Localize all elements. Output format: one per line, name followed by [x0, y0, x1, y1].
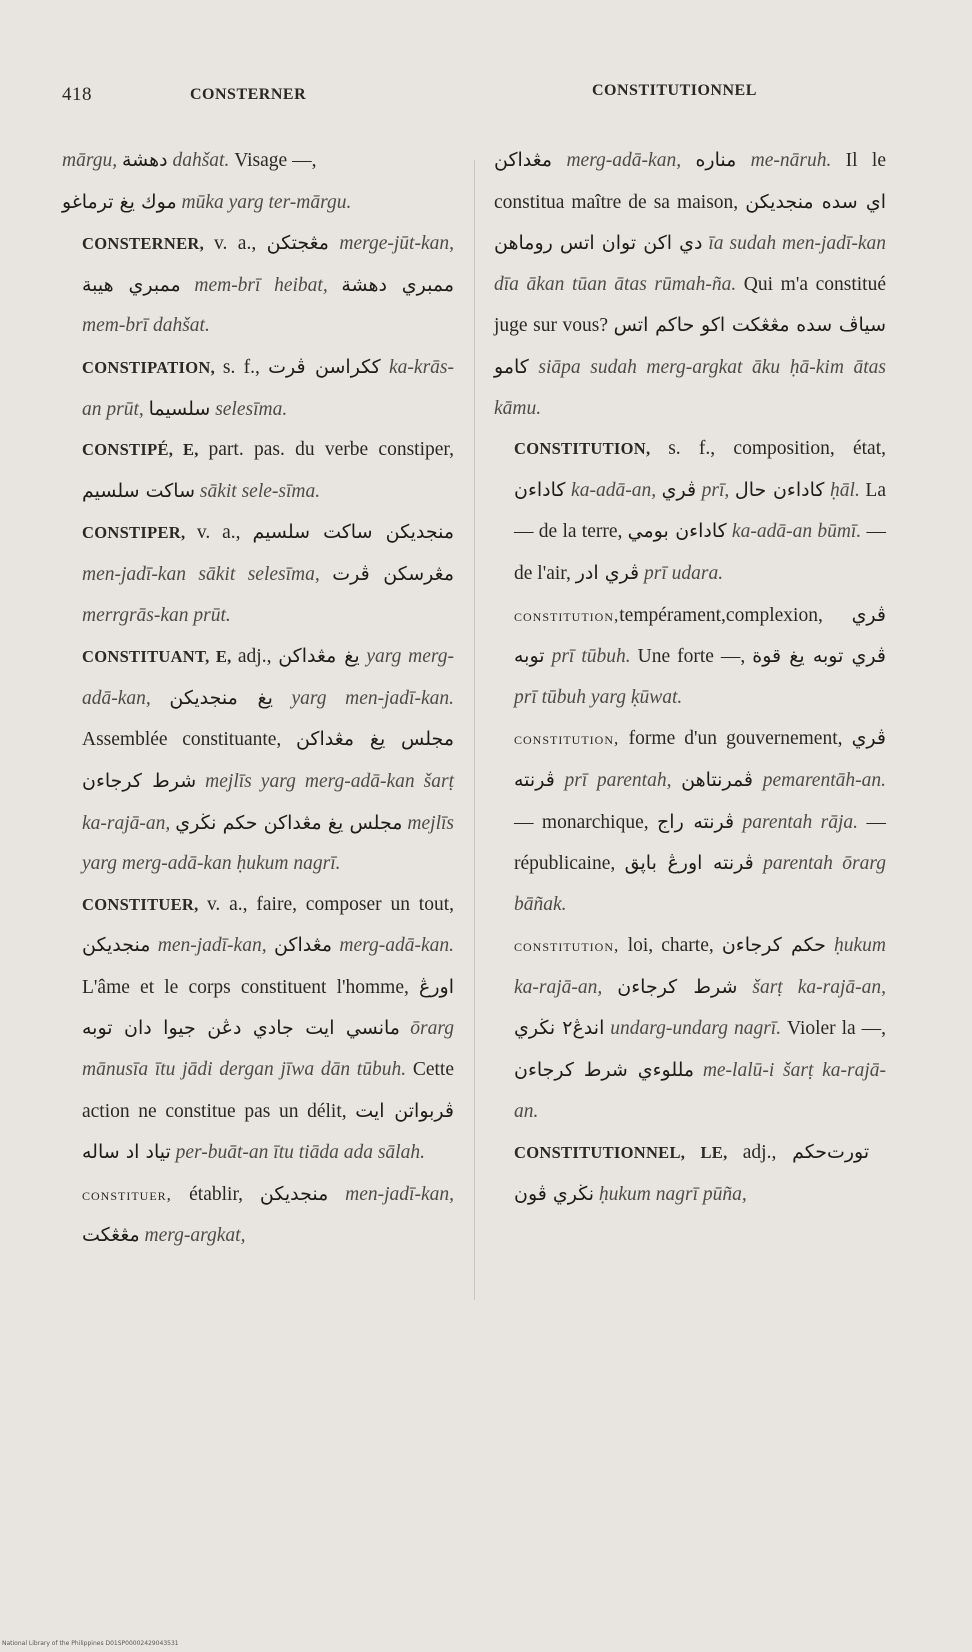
- definition-text: Qui m'a constitué juge sur vous?: [494, 273, 886, 337]
- headword: CONSTERNER,: [82, 234, 215, 254]
- transliteration: merge-jūt-kan,: [328, 233, 454, 255]
- arabic-script: سلسيما: [148, 397, 211, 420]
- page-number: 418: [62, 84, 92, 105]
- arabic-script: شرط كرجاءن: [617, 975, 738, 998]
- transliteration: parentah rāja.: [734, 811, 867, 833]
- transliteration: prī tūbuh.: [544, 646, 638, 668]
- transliteration: mūka yarg ter-mārgu.: [176, 191, 352, 213]
- definition-text: adj.,: [742, 1142, 793, 1164]
- headword: CONSTITUTION,: [514, 439, 669, 459]
- transliteration: men-jadī-kan,: [328, 1183, 455, 1205]
- transliteration: prī parentah,: [554, 769, 682, 791]
- transliteration: prī udara.: [639, 562, 724, 584]
- definition-text: v. a.,: [214, 233, 267, 255]
- arabic-script: حكم كرجاءن: [721, 934, 826, 957]
- dictionary-entry: [494, 429, 886, 594]
- dictionary-entry: [62, 182, 454, 224]
- transliteration: parentah ōrarg bāñak.: [514, 853, 886, 915]
- dictionary-entry: [494, 140, 886, 429]
- arabic-script: ككراسن ڤرت: [268, 355, 381, 378]
- column-divider: [474, 160, 475, 1300]
- headword: CONSTITUER,: [82, 894, 207, 914]
- transliteration: ka-krās-an prūt,: [82, 356, 454, 420]
- right-column: [494, 140, 886, 1215]
- arabic-script: موك يغ ترماغو: [62, 190, 177, 213]
- definition-text: Il le constitua maître de sa maison,: [494, 150, 887, 213]
- definition-text: La — de la terre,: [514, 479, 886, 543]
- definition-text: forme d'un gouvernement,: [628, 728, 852, 750]
- transliteration: selesīma.: [210, 398, 288, 420]
- transliteration: ḥukum ka-rajā-an,: [514, 935, 886, 998]
- arabic-script: كاداءن حال: [734, 478, 825, 501]
- transliteration: mem-brī dahšat.: [82, 315, 210, 337]
- transliteration: men-jadī-kan,: [150, 935, 274, 957]
- headword: CONSTIPÉ, E,: [82, 440, 209, 460]
- arabic-script: يغ منجديكن: [169, 686, 273, 709]
- dictionary-entry: [494, 925, 886, 1132]
- arabic-script: منجديكن: [82, 934, 151, 957]
- arabic-script: مناره: [695, 149, 737, 171]
- arabic-script: ڤري توبه: [514, 603, 886, 668]
- definition-text: Cette action ne constitue pas un délit,: [82, 1059, 454, 1122]
- transliteration: merg-argkat,: [139, 1225, 246, 1247]
- definition-text: s. f.,: [222, 356, 269, 378]
- arabic-script: مڠرسكن ڤرت: [332, 562, 454, 585]
- definition-text: — de l'air,: [514, 521, 886, 584]
- transliteration: ōrarg mānusīa ītu jādi dergan jīwa dān tūbuh.: [82, 1018, 454, 1081]
- arabic-script: اورڠ مانسي ايت جادي دڠن جيوا دان توبه: [82, 975, 454, 1040]
- arabic-script: مللوءي شرط كرجاءن: [514, 1059, 695, 1082]
- dictionary-entry: [494, 1132, 886, 1215]
- transliteration: mem-brī heibat,: [180, 274, 342, 296]
- arabic-script: ڤربواتن ايت تياد اد ساله: [82, 1099, 455, 1164]
- transliteration: prī tūbuh yarg ḳūwat.: [514, 686, 683, 708]
- definition-text: adj.,: [237, 646, 279, 668]
- definition-text: — républicaine,: [514, 811, 886, 875]
- headword: CONSTITUANT, E,: [82, 647, 238, 667]
- transliteration: me-lalū-i šarṭ ka-rajā-an.: [514, 1060, 886, 1122]
- transliteration: merg-adā-kan.: [332, 935, 455, 957]
- arabic-script: ممبري هيبة: [82, 273, 181, 296]
- dictionary-entry: [62, 636, 454, 885]
- headword: CONSTIPATION,: [82, 357, 223, 377]
- dictionary-entry: [494, 595, 886, 719]
- arabic-script: مجلس يغ مڠداكن حكم نڬري: [175, 811, 403, 834]
- definition-text: L'âme et le corps constituent l'homme,: [82, 976, 420, 998]
- dictionary-entry: [62, 223, 454, 347]
- transliteration: ka-adā-an,: [565, 479, 662, 501]
- definition-text: tempérament,complexion,: [619, 604, 852, 626]
- dictionary-entry: [62, 347, 454, 430]
- arabic-script: يغ مڠداكن: [278, 645, 360, 668]
- arabic-script: منجديكن ساكت سلسيم: [252, 521, 454, 544]
- definition-text: Visage —,: [234, 150, 317, 171]
- running-head-right: CONSTITUTIONNEL: [592, 82, 757, 99]
- transliteration: prī,: [696, 479, 735, 501]
- sense-label: constitution,: [514, 605, 620, 625]
- arabic-script: ڤري ڤرنته: [514, 727, 886, 791]
- definition-text: Assemblée constituante,: [82, 729, 296, 751]
- running-head-left: CONSTERNER: [190, 86, 307, 103]
- transliteration: merg-adā-kan,: [552, 150, 696, 171]
- arabic-script: تورت نڬري ڤون: [514, 1141, 886, 1205]
- arabic-script: كاداءن بومي: [627, 520, 727, 543]
- transliteration: siāpa sudah merg-argkat āku ḥā-kim ātas kāmu.: [494, 356, 886, 419]
- arabic-script: منجديكن: [259, 1182, 329, 1205]
- arabic-script: مڠداكن: [494, 149, 553, 171]
- definition-text: v. a., faire, composer un tout,: [206, 893, 455, 915]
- transliteration: per-buāt-an ītu tiāda ada sālah.: [170, 1142, 425, 1164]
- definition-text: Une forte —,: [637, 646, 753, 668]
- arabic-script: اندڠ٢ نڬري: [514, 1017, 605, 1040]
- transliteration: yarg men-jadī-kan.: [272, 687, 454, 709]
- transliteration: ḥukum nagrī pūña,: [594, 1183, 747, 1205]
- scan-footer: National Library of the Philippines D01SP00002429043531: [2, 1640, 179, 1647]
- arabic-script: ساكت سلسيم: [82, 479, 195, 502]
- headword: CONSTIPER,: [82, 523, 197, 543]
- transliteration: mārgu,: [62, 150, 122, 171]
- transliteration: īa sudah men-jadī-kan dīa ākan tūan ātas rūmah-ña.: [494, 233, 886, 295]
- definition-text: v. a.,: [196, 522, 253, 544]
- arabic-script: ڤرنته اورڠ باڽق: [624, 852, 754, 875]
- arabic-script: ڤمرنتاهن: [681, 768, 754, 791]
- transliteration: mejlīs yarg merg-adā-kan ḥukum nagrī.: [82, 812, 454, 875]
- arabic-script: حكم: [792, 1141, 827, 1164]
- dictionary-entry: [62, 885, 454, 1174]
- sense-label: constitution,: [514, 729, 629, 749]
- transliteration: sākit sele-sīma.: [195, 480, 321, 502]
- arabic-script: ڤري: [661, 478, 697, 501]
- dictionary-entry: [62, 1174, 454, 1257]
- arabic-script: سياڤ سده مڠڠكت اكو حاكم اتس كامو: [494, 314, 886, 378]
- definition-text: loi, charte,: [627, 935, 722, 957]
- dictionary-entry: [494, 718, 886, 925]
- arabic-script: ڤري ادر: [575, 561, 640, 584]
- transliteration: undarg-undarg nagrī.: [604, 1018, 788, 1040]
- transliteration: mejlīs yarg merg-adā-kan šarṭ ka-rajā-an,: [82, 770, 454, 834]
- transliteration: ḥāl.: [824, 479, 866, 501]
- dictionary-entry: [62, 140, 454, 182]
- definition-text: — monarchique,: [514, 811, 658, 833]
- transliteration: me-nāruh.: [736, 150, 846, 171]
- arabic-script: دهشة: [121, 149, 168, 171]
- arabic-script: ڤرنته راج: [657, 810, 735, 833]
- arabic-script: ممبري دهشة: [341, 273, 455, 296]
- sense-label: constituer,: [82, 1184, 190, 1204]
- headword: CONSTITUTIONNEL, LE,: [514, 1143, 743, 1163]
- dictionary-entry: [62, 512, 454, 636]
- running-header: [0, 78, 972, 108]
- transliteration: dahšat.: [167, 150, 235, 171]
- transliteration: pemarentāh-an.: [753, 769, 886, 791]
- arabic-script: كاداءن: [514, 478, 566, 501]
- arabic-script: اي سده منجديكن دي اكن توان اتس روماهن: [494, 190, 886, 255]
- transliteration: ka-adā-an būmī.: [726, 521, 867, 543]
- arabic-script: مڠڠكت: [82, 1224, 140, 1247]
- arabic-script: مڠجتكن: [266, 232, 329, 255]
- transliteration: yarg merg-adā-kan,: [82, 646, 454, 709]
- left-column: [62, 140, 454, 1257]
- arabic-script: ڤري توبه يغ قوة: [752, 645, 886, 668]
- definition-text: part. pas. du verbe constiper,: [208, 439, 454, 461]
- definition-text: établir,: [189, 1183, 260, 1205]
- arabic-script: مڠداكن: [273, 934, 333, 957]
- arabic-script: مجلس يغ مڠداكن شرط كرجاءن: [82, 728, 454, 792]
- definition-text: s. f., composition, état,: [668, 438, 886, 460]
- sense-label: constitution,: [514, 936, 628, 956]
- dictionary-entry: [62, 430, 454, 512]
- transliteration: šarṭ ka-rajā-an,: [737, 976, 886, 998]
- transliteration: merrgrās-kan prūt.: [82, 604, 231, 626]
- definition-text: Violer la —,: [787, 1018, 886, 1040]
- transliteration: men-jadī-kan sākit selesīma,: [82, 563, 333, 585]
